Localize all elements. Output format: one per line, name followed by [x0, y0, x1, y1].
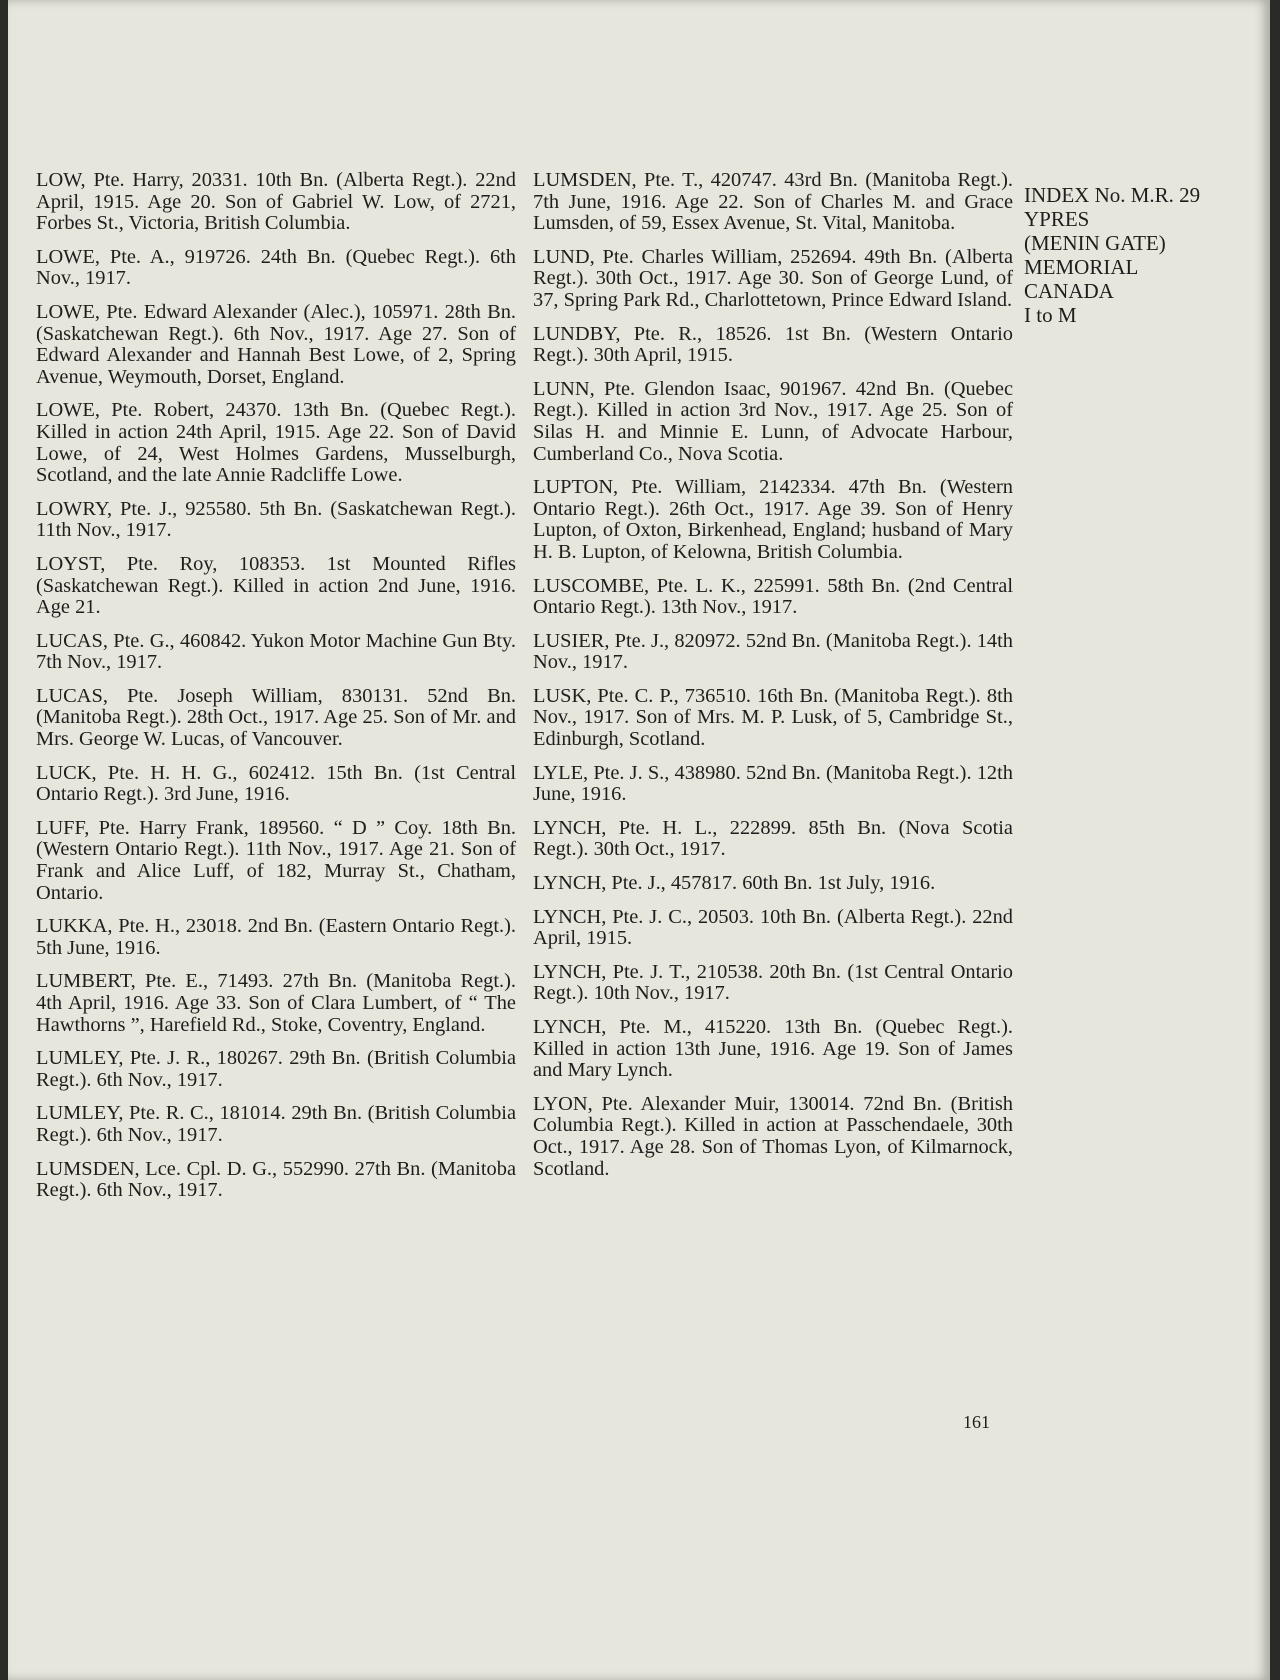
- left-column: [36, 170, 516, 1214]
- memorial-location: YPRES: [1024, 207, 1090, 231]
- register-entry: LUSIER, Pte. J., 820972. 52nd Bn. (Manitoba Regt.). 14th Nov., 1917.: [533, 629, 1013, 674]
- register-entry: LYNCH, Pte. H. L., 222899. 85th Bn. (Nova Scotia Regt.). 30th Oct., 1917.: [533, 816, 1013, 861]
- memorial-label: MEMORIAL: [1024, 255, 1139, 279]
- index-number: INDEX No. M.R. 29: [1024, 183, 1201, 207]
- register-entry: LUMLEY, Pte. J. R., 180267. 29th Bn. (British Columbia Regt.). 6th Nov., 1917.: [36, 1047, 516, 1091]
- register-entry: LUCAS, Pte. G., 460842. Yukon Motor Machine Gun Bty. 7th Nov., 1917.: [36, 629, 516, 674]
- register-entry: LOYST, Pte. Roy, 108353. 1st Mounted Rifles (Saskatchewan Regt.). Killed in action 2nd June, 1916. Age 21.: [36, 552, 516, 619]
- register-entry: LUNN, Pte. Glendon Isaac, 901967. 42nd Bn. (Quebec Regt.). Killed in action 3rd Nov., 1917. Age 25. Son of Silas H. and Minnie E. Lunn, of Advocate Harbour, Cumberland Co., Nova Scotia.: [533, 377, 1013, 465]
- register-entry: LOWE, Pte. A., 919726. 24th Bn. (Quebec Regt.). 6th Nov., 1917.: [36, 245, 516, 290]
- register-entry: LOWRY, Pte. J., 925580. 5th Bn. (Saskatchewan Regt.). 11th Nov., 1917.: [36, 497, 516, 542]
- register-entry: LUMSDEN, Pte. T., 420747. 43rd Bn. (Manitoba Regt.). 7th June, 1916. Age 22. Son of Charles M. and Grace Lumsden, of 59, Essex Avenue, St. Vital, Manitoba.: [533, 169, 1013, 235]
- register-entry: LYNCH, Pte. J. T., 210538. 20th Bn. (1st Central Ontario Regt.). 10th Nov., 1917.: [533, 960, 1013, 1005]
- register-entry: LUNDBY, Pte. R., 18526. 1st Bn. (Western Ontario Regt.). 30th April, 1915.: [533, 322, 1013, 367]
- register-entry: LUCK, Pte. H. H. G., 602412. 15th Bn. (1st Central Ontario Regt.). 3rd June, 1916.: [36, 761, 516, 806]
- register-entry: LUFF, Pte. Harry Frank, 189560. “ D ” Coy. 18th Bn. (Western Ontario Regt.). 11th Nov., 1917. Age 21. Son of Frank and Alice Luff, of 182, Murray St., Chatham, Ontario.: [36, 816, 516, 904]
- register-entry: LUKKA, Pte. H., 23018. 2nd Bn. (Eastern Ontario Regt.). 5th June, 1916.: [36, 915, 516, 959]
- register-entry: LYLE, Pte. J. S., 438980. 52nd Bn. (Manitoba Regt.). 12th June, 1916.: [533, 761, 1013, 806]
- register-entry: LUCAS, Pte. Joseph William, 830131. 52nd Bn. (Manitoba Regt.). 28th Oct., 1917. Age 25. Son of Mr. and Mrs. George W. Lucas, of Vancouver.: [36, 684, 516, 751]
- register-entry: LOWE, Pte. Edward Alexander (Alec.), 105971. 28th Bn. (Saskatchewan Regt.). 6th Nov., 1917. Age 27. Son of Edward Alexander and Hannah Best Lowe, of 2, Spring Avenue, Weymouth, Dorset, England.: [36, 300, 516, 388]
- register-entry: LYNCH, Pte. J., 457817. 60th Bn. 1st July, 1916.: [533, 872, 936, 895]
- register-entry: LUSK, Pte. C. P., 736510. 16th Bn. (Manitoba Regt.). 8th Nov., 1917. Son of Mrs. M. P. Lusk, of 5, Cambridge St., Edinburgh, Scotland.: [533, 684, 1013, 751]
- register-entry: LYON, Pte. Alexander Muir, 130014. 72nd Bn. (British Columbia Regt.). Killed in action at Passchendaele, 30th Oct., 1917. Age 28. Son of Thomas Lyon, of Kilmarnock, Scotland.: [533, 1092, 1013, 1180]
- country-label: CANADA: [1024, 279, 1114, 303]
- middle-column: [533, 170, 1013, 1192]
- register-entry: LUSCOMBE, Pte. L. K., 225991. 58th Bn. (2nd Central Ontario Regt.). 13th Nov., 1917.: [533, 574, 1013, 619]
- name-range: I to M: [1024, 303, 1077, 327]
- register-entry: LUMLEY, Pte. R. C., 181014. 29th Bn. (British Columbia Regt.). 6th Nov., 1917.: [36, 1102, 516, 1146]
- register-entry: LUPTON, Pte. William, 2142334. 47th Bn. (Western Ontario Regt.). 26th Oct., 1917. Age 39. Son of Henry Lupton, of Oxton, Birkenhead, England; husband of Mary H. B. Lupton, of Kelowna, British Columbia.: [533, 476, 1013, 563]
- register-entry: LOW, Pte. Harry, 20331. 10th Bn. (Alberta Regt.). 22nd April, 1915. Age 20. Son of Gabriel W. Low, of 2721, Forbes St., Victoria, British Columbia.: [36, 169, 516, 235]
- page-number: 161: [963, 1412, 990, 1432]
- register-entry: LOWE, Pte. Robert, 24370. 13th Bn. (Quebec Regt.). Killed in action 24th April, 1915. Age 22. Son of David Lowe, of 24, West Holmes Gardens, Musselburgh, Scotland, and the late Annie Radcliffe Lowe.: [36, 399, 516, 487]
- register-entry: LYNCH, Pte. M., 415220. 13th Bn. (Quebec Regt.). Killed in action 13th June, 1916. Age 19. Son of James and Mary Lynch.: [533, 1016, 1013, 1082]
- register-page: [8, 0, 1270, 1680]
- register-entry: LUMSDEN, Lce. Cpl. D. G., 552990. 27th Bn. (Manitoba Regt.). 6th Nov., 1917.: [36, 1157, 516, 1202]
- memorial-subtitle: (MENIN GATE): [1024, 231, 1166, 255]
- index-heading: [1024, 183, 1254, 327]
- register-entry: LYNCH, Pte. J. C., 20503. 10th Bn. (Alberta Regt.). 22nd April, 1915.: [533, 905, 1013, 950]
- register-entry: LUMBERT, Pte. E., 71493. 27th Bn. (Manitoba Regt.). 4th April, 1916. Age 33. Son of Clara Lumbert, of “ The Hawthorns ”, Harefield Rd., Stoke, Coventry, England.: [36, 970, 516, 1036]
- register-entry: LUND, Pte. Charles William, 252694. 49th Bn. (Alberta Regt.). 30th Oct., 1917. Age 30. Son of George Lund, of 37, Spring Park Rd., Charlottetown, Prince Edward Island.: [533, 245, 1013, 311]
